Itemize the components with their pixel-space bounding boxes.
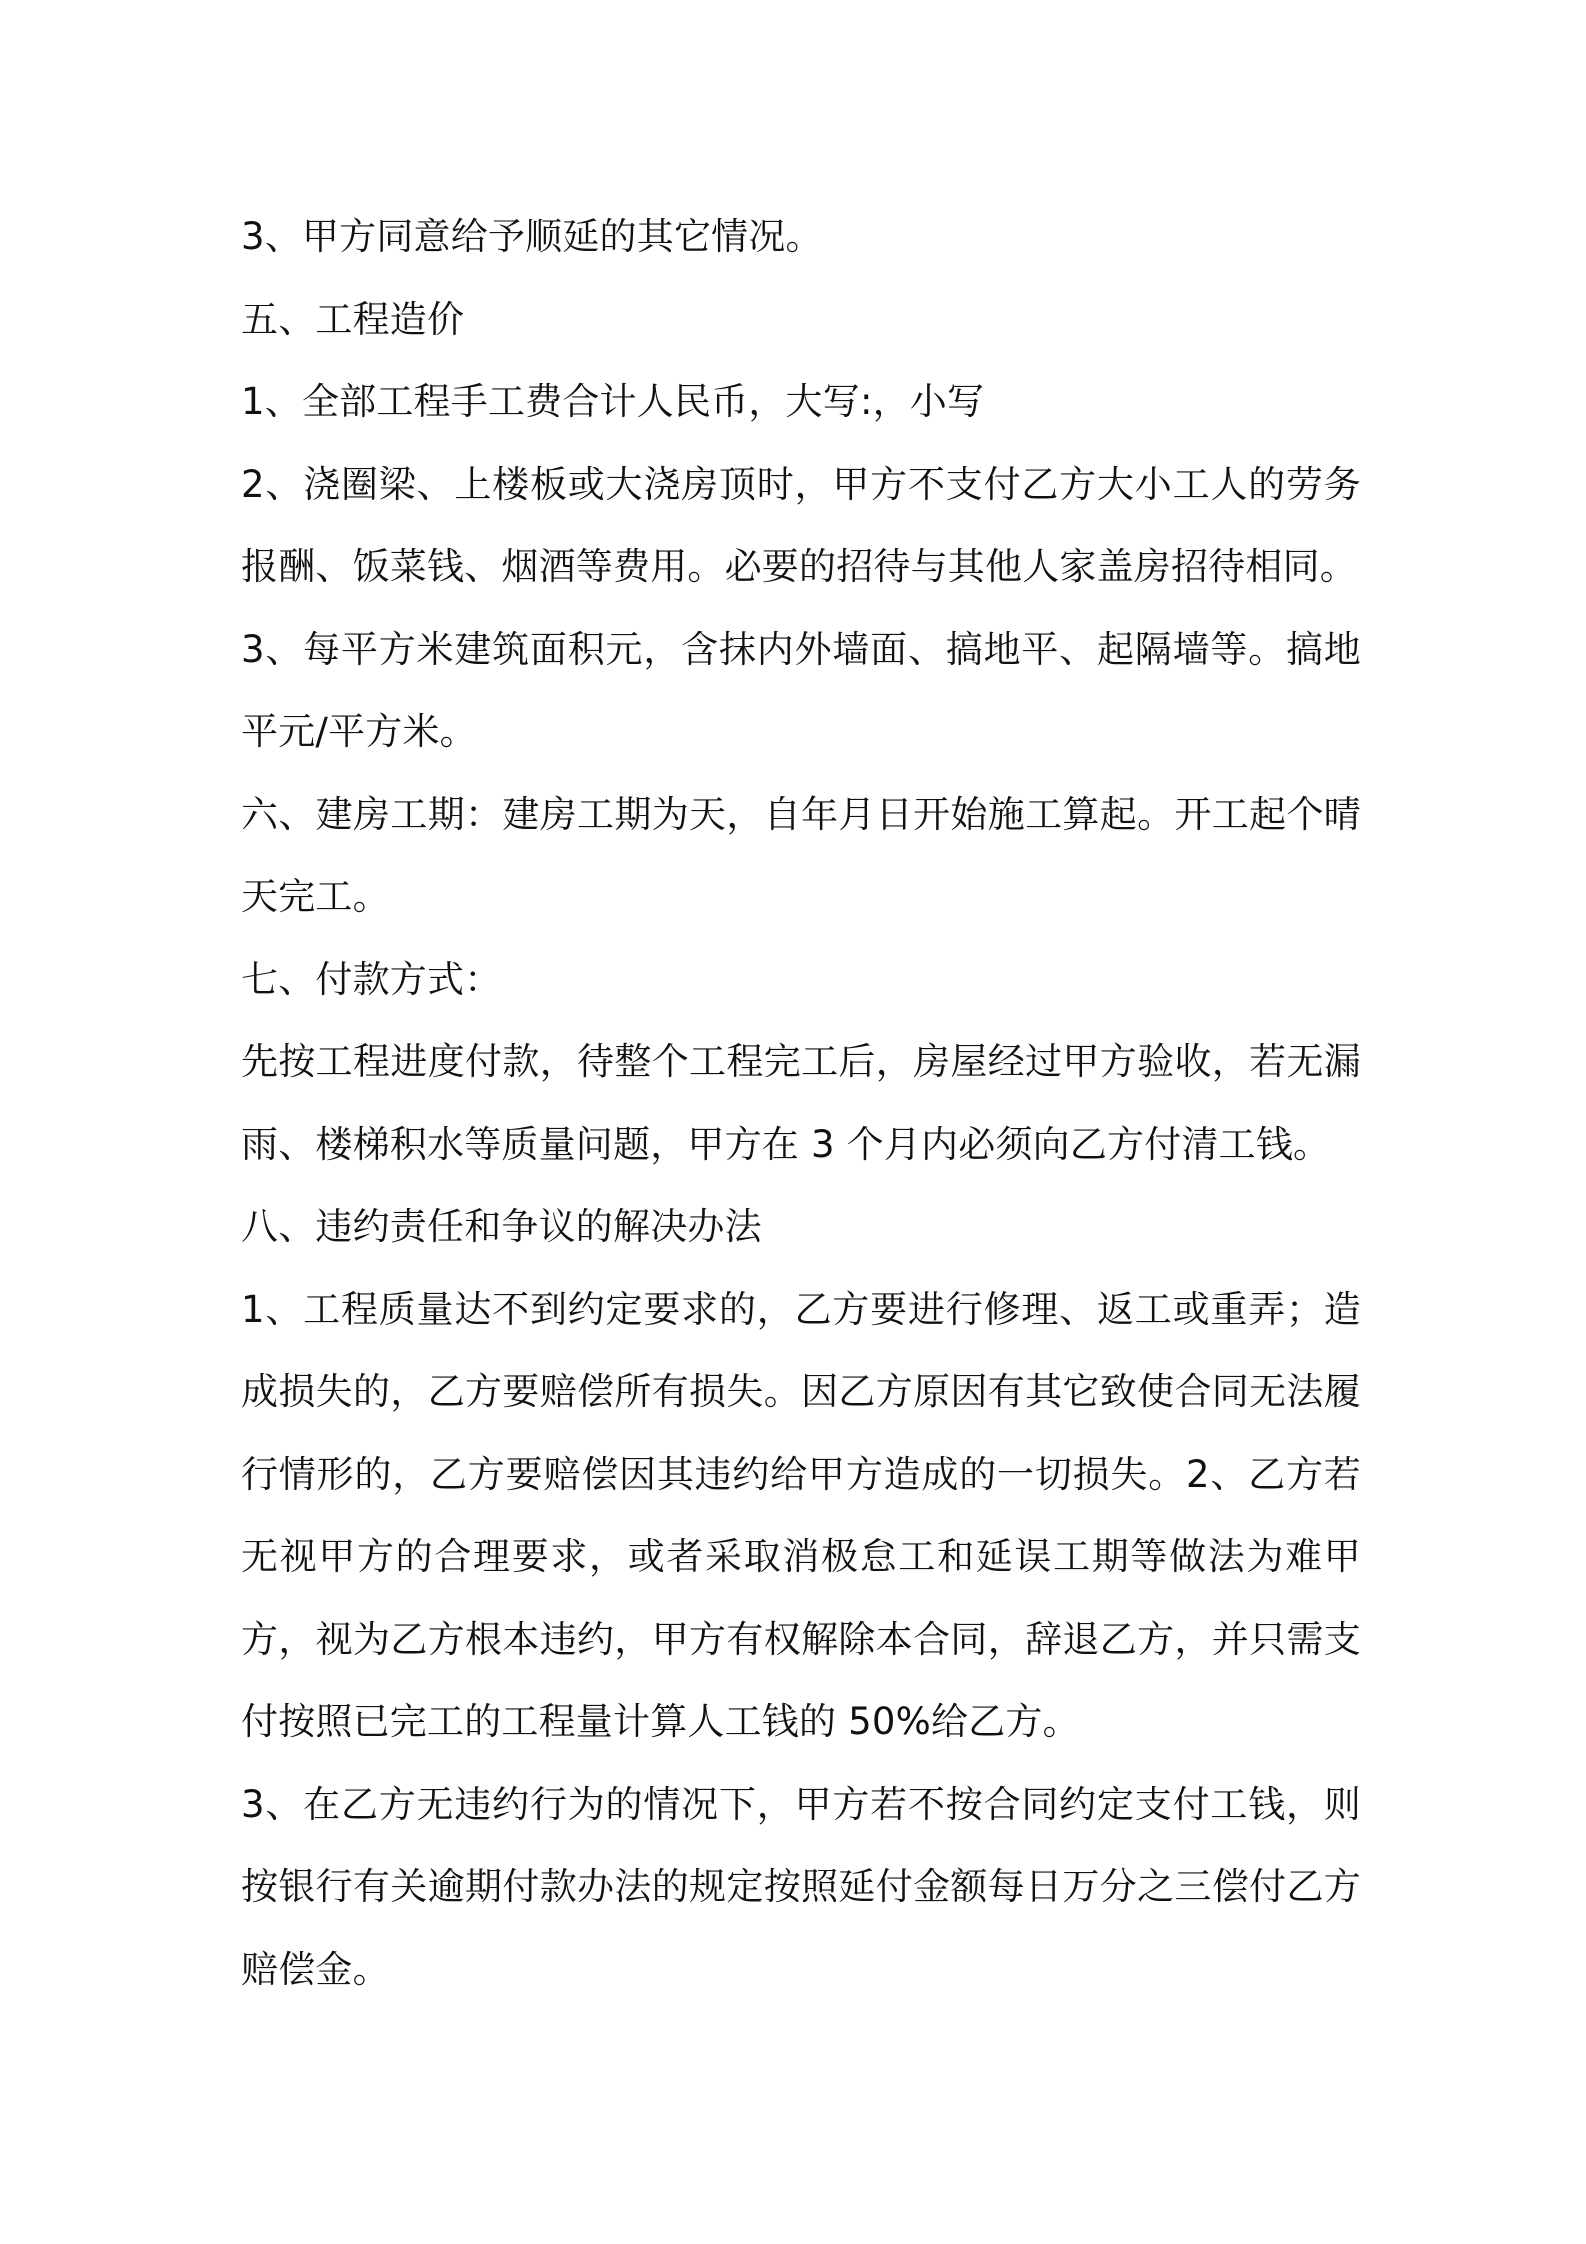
paragraph-clause-3-late-payment: 3、在乙方无违约行为的情况下，甲方若不按合同约定支付工钱，则按银行有关逾期付款办法的规定按照延付金额每日万分之三偿付乙方赔偿金。 bbox=[241, 1782, 1361, 1991]
heading-section-7-payment-method: 七、付款方式： bbox=[241, 957, 502, 1001]
paragraph-payment-terms: 先按工程进度付款，待整个工程完工后，房屋经过甲方验收，若无漏雨、楼梯积水等质量问题，甲方在 3 个月内必须向乙方付清工钱。 bbox=[241, 1040, 1361, 1166]
heading-section-8-breach-disputes: 八、违约责任和争议的解决办法 bbox=[241, 1205, 762, 1248]
paragraph-clause-3-area-price: 3、每平方米建筑面积元，含抹内外墙面、搞地平、起隔墙等。搞地平元/平方米。 bbox=[241, 627, 1361, 753]
paragraph-clause-2-pouring: 2、浇圈梁、上楼板或大浇房顶时，甲方不支付乙方大小工人的劳务报酬、饭菜钱、烟酒等费用。必要的招待与其他人家盖房招待相同。 bbox=[241, 462, 1361, 588]
heading-section-6-construction-period: 六、建房工期：建房工期为天，自年月日开始施工算起。开工起个晴天完工。 bbox=[241, 792, 1361, 918]
paragraph-clause-1-2-breach: 1、工程质量达不到约定要求的，乙方要进行修理、返工或重弄；造成损失的，乙方要赔偿所有损失。因乙方原因有其它致使合同无法履行情形的，乙方要赔偿因其违约给甲方造成的一切损失。2、乙方若无视甲方的合理要求，或者采取消极怠工和延误工期等做法为难甲方，视为乙方根本违约，甲方有权解除本合同，辞退乙方，并只需支付按照已完工的工程量计算人工钱的 50%给乙方。 bbox=[241, 1287, 1361, 1743]
paragraph-clause-1-labor-fee: 1、全部工程手工费合计人民币，大写:，小写 bbox=[241, 380, 985, 423]
heading-section-5-project-cost: 五、工程造价 bbox=[241, 297, 465, 341]
document-body bbox=[241, 196, 1361, 2011]
paragraph-clause-3-other-extensions: 3、甲方同意给予顺延的其它情况。 bbox=[241, 215, 823, 258]
